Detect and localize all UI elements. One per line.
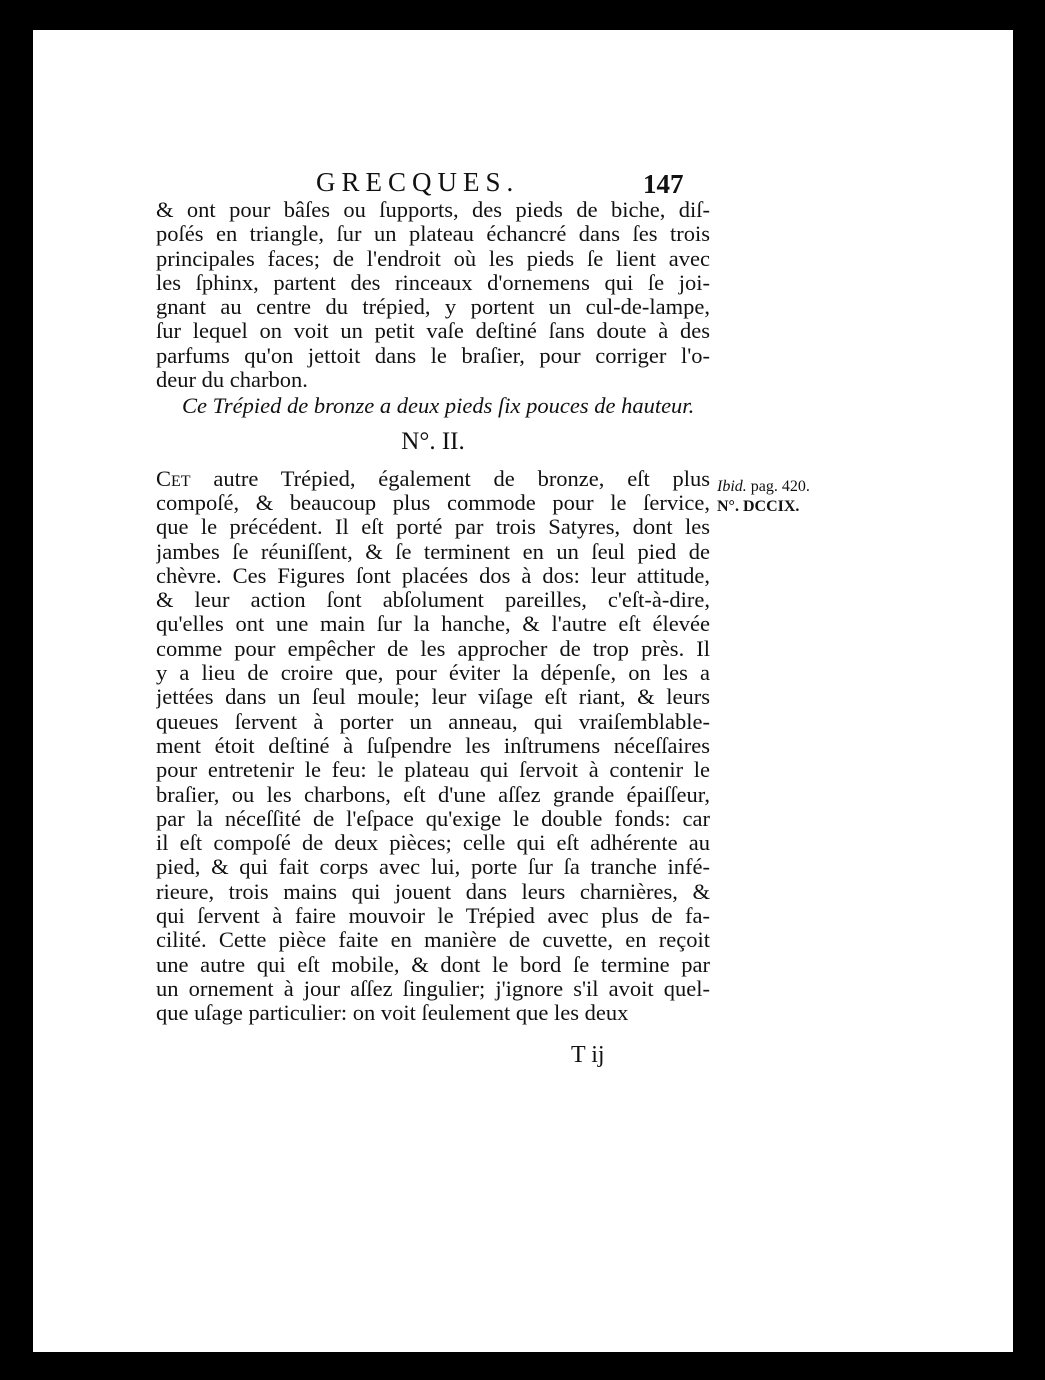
first-line-rest: autre Trépied, également de bronze, eſt plus	[190, 466, 710, 491]
text-line: rieure, trois mains qui jouent dans leurs charnières, &	[156, 879, 710, 904]
text-line: les ſphinx, partent des rinceaux d'ornemens qui ſe joi-	[156, 270, 710, 295]
text-line: il eſt compoſé de deux pièces; celle qui eſt adhérente au	[156, 831, 710, 856]
text-line: un ornement à jour aſſez ſingulier; j'ignore s'il avoit quel-	[156, 976, 710, 1001]
measurement-line: Ce Trépied de bronze a deux pieds ſix pouces de hauteur.	[182, 394, 695, 419]
text-line: queues ſervent à porter un anneau, qui vraiſemblable-	[156, 709, 710, 734]
text-line: ment étoit deſtiné à ſuſpendre les inſtrumens néceſſaires	[156, 733, 710, 758]
text-line: qu'elles ont une main ſur la hanche, & l'autre eſt élevée	[156, 612, 710, 637]
text-line: principales faces; de l'endroit où les pieds ſe lient avec	[156, 246, 710, 271]
running-title: GRECQUES.	[316, 167, 520, 197]
text-line: & leur action ſont abſolument pareilles, c'eſt-à-dire,	[156, 588, 710, 613]
margin-note	[717, 477, 810, 517]
text-line: & ont pour bâſes ou ſupports, des pieds de biche, diſ-	[156, 198, 710, 222]
text-line: une autre qui eſt mobile, & dont le bord ſe termine par	[156, 952, 710, 977]
text-line: comme pour empêcher de les approcher de trop près. Il	[156, 636, 710, 661]
body-text	[156, 198, 710, 1026]
text-line: pour entretenir le feu: le plateau qui ſervoit à contenir le	[156, 758, 710, 783]
text-line: jettées dans un ſeul moule; leur viſage eſt riant, & leurs	[156, 685, 710, 710]
text-line: parfums qu'on jettoit dans le braſier, pour corriger l'o-	[156, 343, 710, 368]
paragraph-2-first-line	[156, 467, 710, 491]
first-word: Cet	[156, 466, 191, 491]
text-line: ſur lequel on voit un petit vaſe deſtiné ſans doute à des	[156, 319, 710, 344]
text-line: deur du charbon.	[156, 368, 308, 393]
text-line: que uſage particulier: on voit ſeulement que les deux	[156, 1001, 629, 1026]
text-line: braſier, ou les charbons, eſt d'une aſſez grande épaiſſeur,	[156, 782, 710, 807]
page-number: 147	[643, 169, 684, 199]
paragraph-2	[156, 467, 710, 1026]
margin-reference	[717, 477, 810, 497]
text-line: par la néceſſité de l'eſpace qu'exige le double fonds: car	[156, 806, 710, 831]
text-line: qui ſervent à faire mouvoir le Trépied avec plus de fa-	[156, 904, 710, 929]
text-line: gnant au centre du trépied, y portent un cul-de-lampe,	[156, 295, 710, 320]
text-line: poſés en triangle, ſur un plateau échancré dans ſes trois	[156, 222, 710, 247]
margin-number: N°. DCCIX.	[717, 498, 800, 515]
margin-reference-rest: pag. 420.	[746, 478, 810, 495]
text-line: chèvre. Ces Figures ſont placées dos à dos: leur attitude,	[156, 563, 710, 588]
page-header	[33, 167, 1013, 197]
margin-reference-italic: Ibid.	[717, 478, 747, 495]
paragraph-1	[156, 198, 710, 392]
text-line: cilité. Cette pièce faite en manière de cuvette, en reçoit	[156, 928, 710, 953]
signature-mark: T ij	[571, 1042, 605, 1068]
section-heading: N°. II.	[401, 427, 465, 455]
text-line: pied, & qui fait corps avec lui, porte ſur ſa tranche infé-	[156, 855, 710, 880]
text-line: jambes ſe réuniſſent, & ſe terminent en un ſeul pied de	[156, 539, 710, 564]
page	[33, 30, 1013, 1352]
text-line: compoſé, & beaucoup plus commode pour le ſervice,	[156, 490, 710, 515]
text-line: que le précédent. Il eſt porté par trois Satyres, dont les	[156, 515, 710, 540]
text-line: y a lieu de croire que, pour éviter la dépenſe, on les a	[156, 661, 710, 686]
